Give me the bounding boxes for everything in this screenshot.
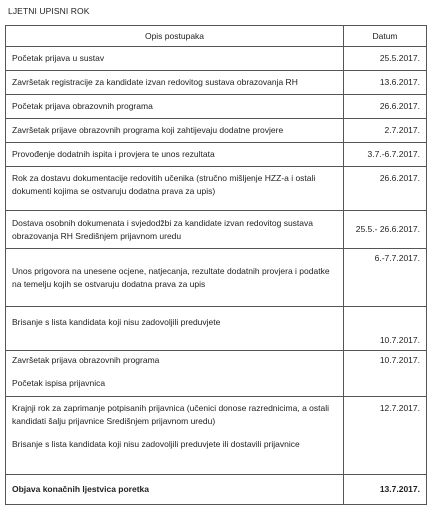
table-row bbox=[6, 475, 427, 505]
row-date: 26.6.2017. bbox=[344, 167, 427, 211]
table-row bbox=[6, 71, 427, 95]
row-description-cell bbox=[6, 351, 344, 397]
enrollment-schedule-table bbox=[5, 25, 427, 505]
table-row bbox=[6, 307, 427, 351]
row-date: 13.7.2017. bbox=[344, 475, 427, 505]
table-row bbox=[6, 397, 427, 475]
row-date: 12.7.2017. bbox=[344, 397, 427, 475]
row-description: Početak prijava obrazovnih programa bbox=[6, 95, 344, 119]
table-row bbox=[6, 167, 427, 211]
table-row bbox=[6, 95, 427, 119]
row-date: 10.7.2017. bbox=[344, 307, 427, 351]
row-date: 25.5.2017. bbox=[344, 47, 427, 71]
table-row bbox=[6, 47, 427, 71]
row-description: Provođenje dodatnih ispita i provjera te unos rezultata bbox=[6, 143, 344, 167]
row-date: 10.7.2017. bbox=[344, 351, 427, 397]
column-header-description: Opis postupaka bbox=[6, 26, 344, 47]
table-row bbox=[6, 143, 427, 167]
table-row bbox=[6, 351, 427, 397]
row-description: Završetak registracije za kandidate izvan redovitog sustava obrazovanja RH bbox=[6, 71, 344, 95]
row-description: Početak prijava u sustav bbox=[6, 47, 344, 71]
row-description: Krajnji rok za zaprimanje potpisanih prijavnica (učenici donose razrednicima, a ostali kandidati šalju prijavnice Središnjem prijavnom uredu) bbox=[12, 403, 330, 426]
row-date: 26.6.2017. bbox=[344, 95, 427, 119]
row-description-cell bbox=[6, 397, 344, 475]
row-description: Dostava osobnih dokumenata i svjedodžbi za kandidate izvan redovitog sustava obrazovanja RH Središnjem prijavnom uredu bbox=[6, 211, 344, 249]
table-row bbox=[6, 119, 427, 143]
row-description: Unos prigovora na unesene ocjene, natjecanja, rezultate dodatnih provjera i podatke na temelju kojih se ostvaruju dodatna prava za upis bbox=[6, 249, 344, 307]
row-description-secondary: Brisanje s lista kandidata koji nisu zadovoljili preduvjete ili dostavili prijavnice bbox=[12, 439, 300, 449]
row-date: 3.7.-6.7.2017. bbox=[344, 143, 427, 167]
row-date: 6.-7.7.2017. bbox=[344, 249, 427, 307]
table-row bbox=[6, 249, 427, 307]
row-description: Završetak prijave obrazovnih programa koji zahtijevaju dodatne provjere bbox=[6, 119, 344, 143]
column-header-date: Datum bbox=[344, 26, 427, 47]
row-date: 2.7.2017. bbox=[344, 119, 427, 143]
table-header-row bbox=[6, 26, 427, 47]
row-date: 25.5.- 26.6.2017. bbox=[344, 211, 427, 249]
row-date: 13.6.2017. bbox=[344, 71, 427, 95]
row-description: Rok za dostavu dokumentacije redovitih učenika (stručno mišljenje HZZ-a i ostali dokumenti kojima se ostvaruju dodatna prava za upis) bbox=[6, 167, 344, 211]
row-description: Objava konačnih ljestvica poretka bbox=[6, 475, 344, 505]
row-description-secondary: Početak ispisa prijavnica bbox=[12, 378, 106, 388]
page-title: LJETNI UPISNI ROK bbox=[8, 6, 90, 16]
row-description: Završetak prijava obrazovnih programa bbox=[12, 355, 160, 365]
row-description: Brisanje s lista kandidata koji nisu zadovoljili preduvjete bbox=[6, 307, 344, 351]
table-row bbox=[6, 211, 427, 249]
